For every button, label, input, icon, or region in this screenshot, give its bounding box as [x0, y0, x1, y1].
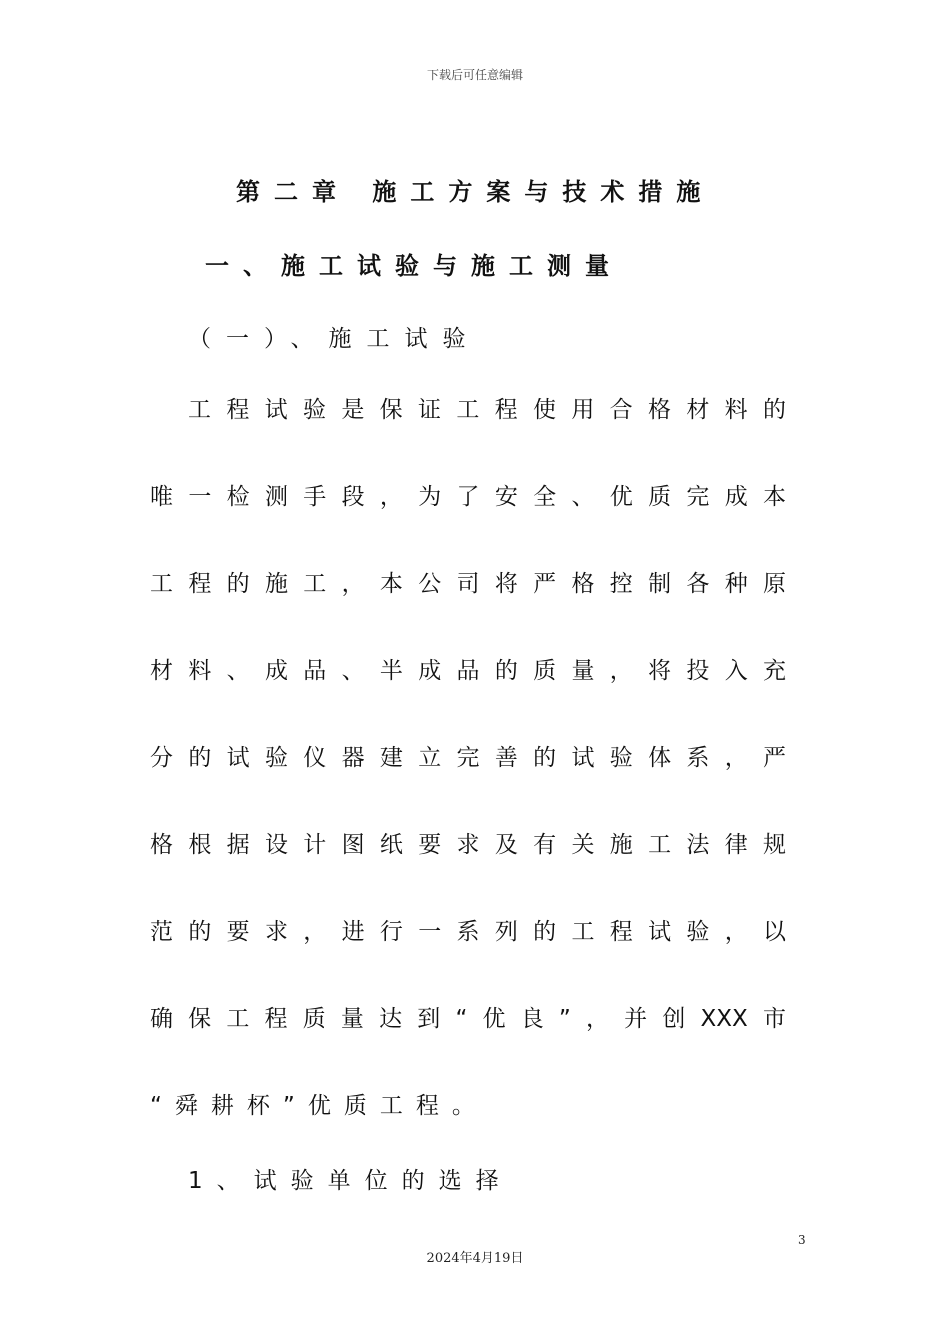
paragraph-line: 分的试验仪器建立完善的试验体系，严 [150, 745, 786, 771]
paragraph-line: “舜耕杯”优质工程。 [150, 1093, 488, 1119]
chapter-title: 第二章 施工方案与技术措施 [236, 178, 715, 206]
paragraph-line: 确保工程质量达到“优良”，并创XXX市 [150, 1006, 786, 1032]
item-title: 1、试验单位的选择 [188, 1168, 513, 1194]
paragraph-line: 工程的施工，本公司将严格控制各种原 [150, 571, 786, 597]
paragraph-line: 材料、成品、半成品的质量，将投入充 [150, 658, 786, 684]
paragraph-line: 格根据设计图纸要求及有关施工法律规 [150, 832, 786, 858]
paragraph-line: 工程试验是保证工程使用合格材料的 [188, 397, 786, 423]
subsection-title: （一）、施工试验 [188, 326, 481, 352]
paragraph-line: 唯一检测手段，为了安全、优质完成本 [150, 484, 786, 510]
paragraph-line: 范的要求，进行一系列的工程试验，以 [150, 919, 786, 945]
header-note: 下载后可任意编辑 [426, 68, 523, 82]
section-title: 一、施工试验与施工测量 [205, 252, 623, 280]
footer-date: 2024年4月19日 [426, 1251, 524, 1266]
page-number: 3 [798, 1233, 806, 1247]
